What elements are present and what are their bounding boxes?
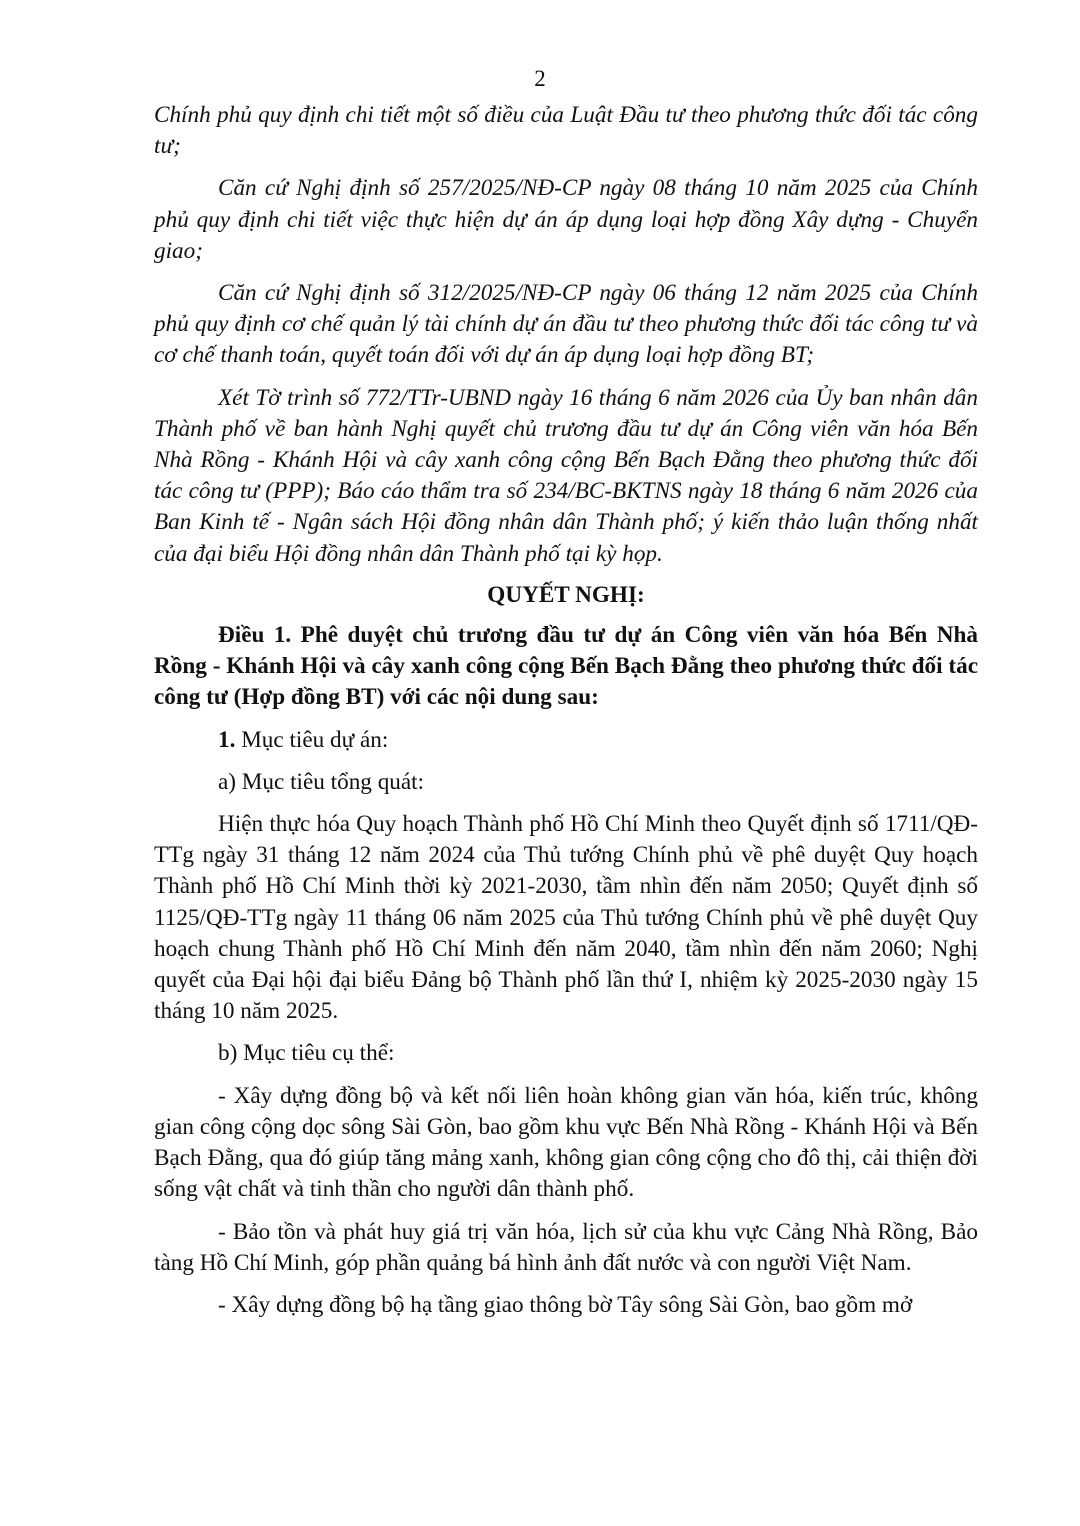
subsection-b-title: b) Mục tiêu cụ thể: <box>218 1040 395 1067</box>
document-body <box>154 100 978 1321</box>
section-1-title <box>154 725 978 756</box>
general-goal-paragraph: Hiện thực hóa Quy hoạch Thành phố Hồ Chí Minh theo Quyết định số 1711/QĐ-TTg ngày 31 tháng 12 năm 2024 của Thủ tướng Chính phủ về phê duyệt Quy hoạch Thành phố Hồ Chí Minh thời kỳ 2021-2030, tầm nhìn đến năm 2050; Quyết định số 1125/QĐ-TTg ngày 11 tháng 06 năm 2025 của Thủ tướng Chính phủ về phê duyệt Quy hoạch chung Thành phố Hồ Chí Minh đến năm 2040, tầm nhìn đến năm 2060; Nghị quyết của Đại hội đại biểu Đảng bộ Thành phố lần thứ I, nhiệm kỳ 2025-2030 ngày 15 tháng 10 năm 2025. <box>154 811 978 1025</box>
preamble-continuation: Chính phủ quy định chi tiết một số điều của Luật Đầu tư theo phương thức đối tác công tư; <box>154 102 978 160</box>
article-1: Điều 1. Phê duyệt chủ trương đầu tư dự án Công viên văn hóa Bến Nhà Rồng - Khánh Hội và cây xanh công cộng Bến Bạch Đằng theo phương thức đối tác công tư (Hợp đồng BT) với các nội dung sau: <box>154 622 978 711</box>
section-1-label: Mục tiêu dự án: <box>235 726 389 753</box>
resolution-heading: QUYẾT NGHỊ: <box>487 581 645 608</box>
preamble-basis-decree-257: Căn cứ Nghị định số 257/2025/NĐ-CP ngày 08 tháng 10 năm 2025 của Chính phủ quy định chi tiết việc thực hiện dự án áp dụng loại hợp đồng Xây dựng - Chuyển giao; <box>154 175 978 264</box>
preamble-consideration: Xét Tờ trình số 772/TTr-UBND ngày 16 tháng 6 năm 2026 của Ủy ban nhân dân Thành phố về ban hành Nghị quyết chủ trương đầu tư dự án Công viên văn hóa Bến Nhà Rồng - Khánh Hội và cây xanh công cộng Bến Bạch Đằng theo phương thức đối tác công tư (PPP); Báo cáo thẩm tra số 234/BC-BKTNS ngày 18 tháng 6 năm 2026 của Ban Kinh tế - Ngân sách Hội đồng nhân dân Thành phố; ý kiến thảo luận thống nhất của đại biểu Hội đồng nhân dân Thành phố tại kỳ họp. <box>154 384 978 567</box>
specific-goal-item: - Bảo tồn và phát huy giá trị văn hóa, lịch sử của khu vực Cảng Nhà Rồng, Bảo tàng Hồ Chí Minh, góp phần quảng bá hình ảnh đất nước và con người Việt Nam. <box>154 1218 978 1276</box>
specific-goal-item: - Xây dựng đồng bộ và kết nối liên hoàn không gian văn hóa, kiến trúc, không gian công cộng dọc sông Sài Gòn, bao gồm khu vực Bến Nhà Rồng - Khánh Hội và Bến Bạch Đằng, qua đó giúp tăng mảng xanh, không gian công cộng cho đô thị, cải thiện đời sống vật chất và tinh thần cho người dân thành phố. <box>154 1082 978 1203</box>
section-1-number: 1. <box>218 726 236 753</box>
specific-goal-item: - Xây dựng đồng bộ hạ tầng giao thông bờ Tây sông Sài Gòn, bao gồm mở <box>218 1291 913 1318</box>
page-number: 2 <box>534 66 546 91</box>
subsection-a-title: a) Mục tiêu tổng quát: <box>218 768 425 795</box>
preamble-basis-decree-312: Căn cứ Nghị định số 312/2025/NĐ-CP ngày 06 tháng 12 năm 2025 của Chính phủ quy định cơ chế quản lý tài chính dự án đầu tư theo phương thức đối tác công tư và cơ chế thanh toán, quyết toán đối với dự án áp dụng loại hợp đồng BT; <box>154 280 978 369</box>
